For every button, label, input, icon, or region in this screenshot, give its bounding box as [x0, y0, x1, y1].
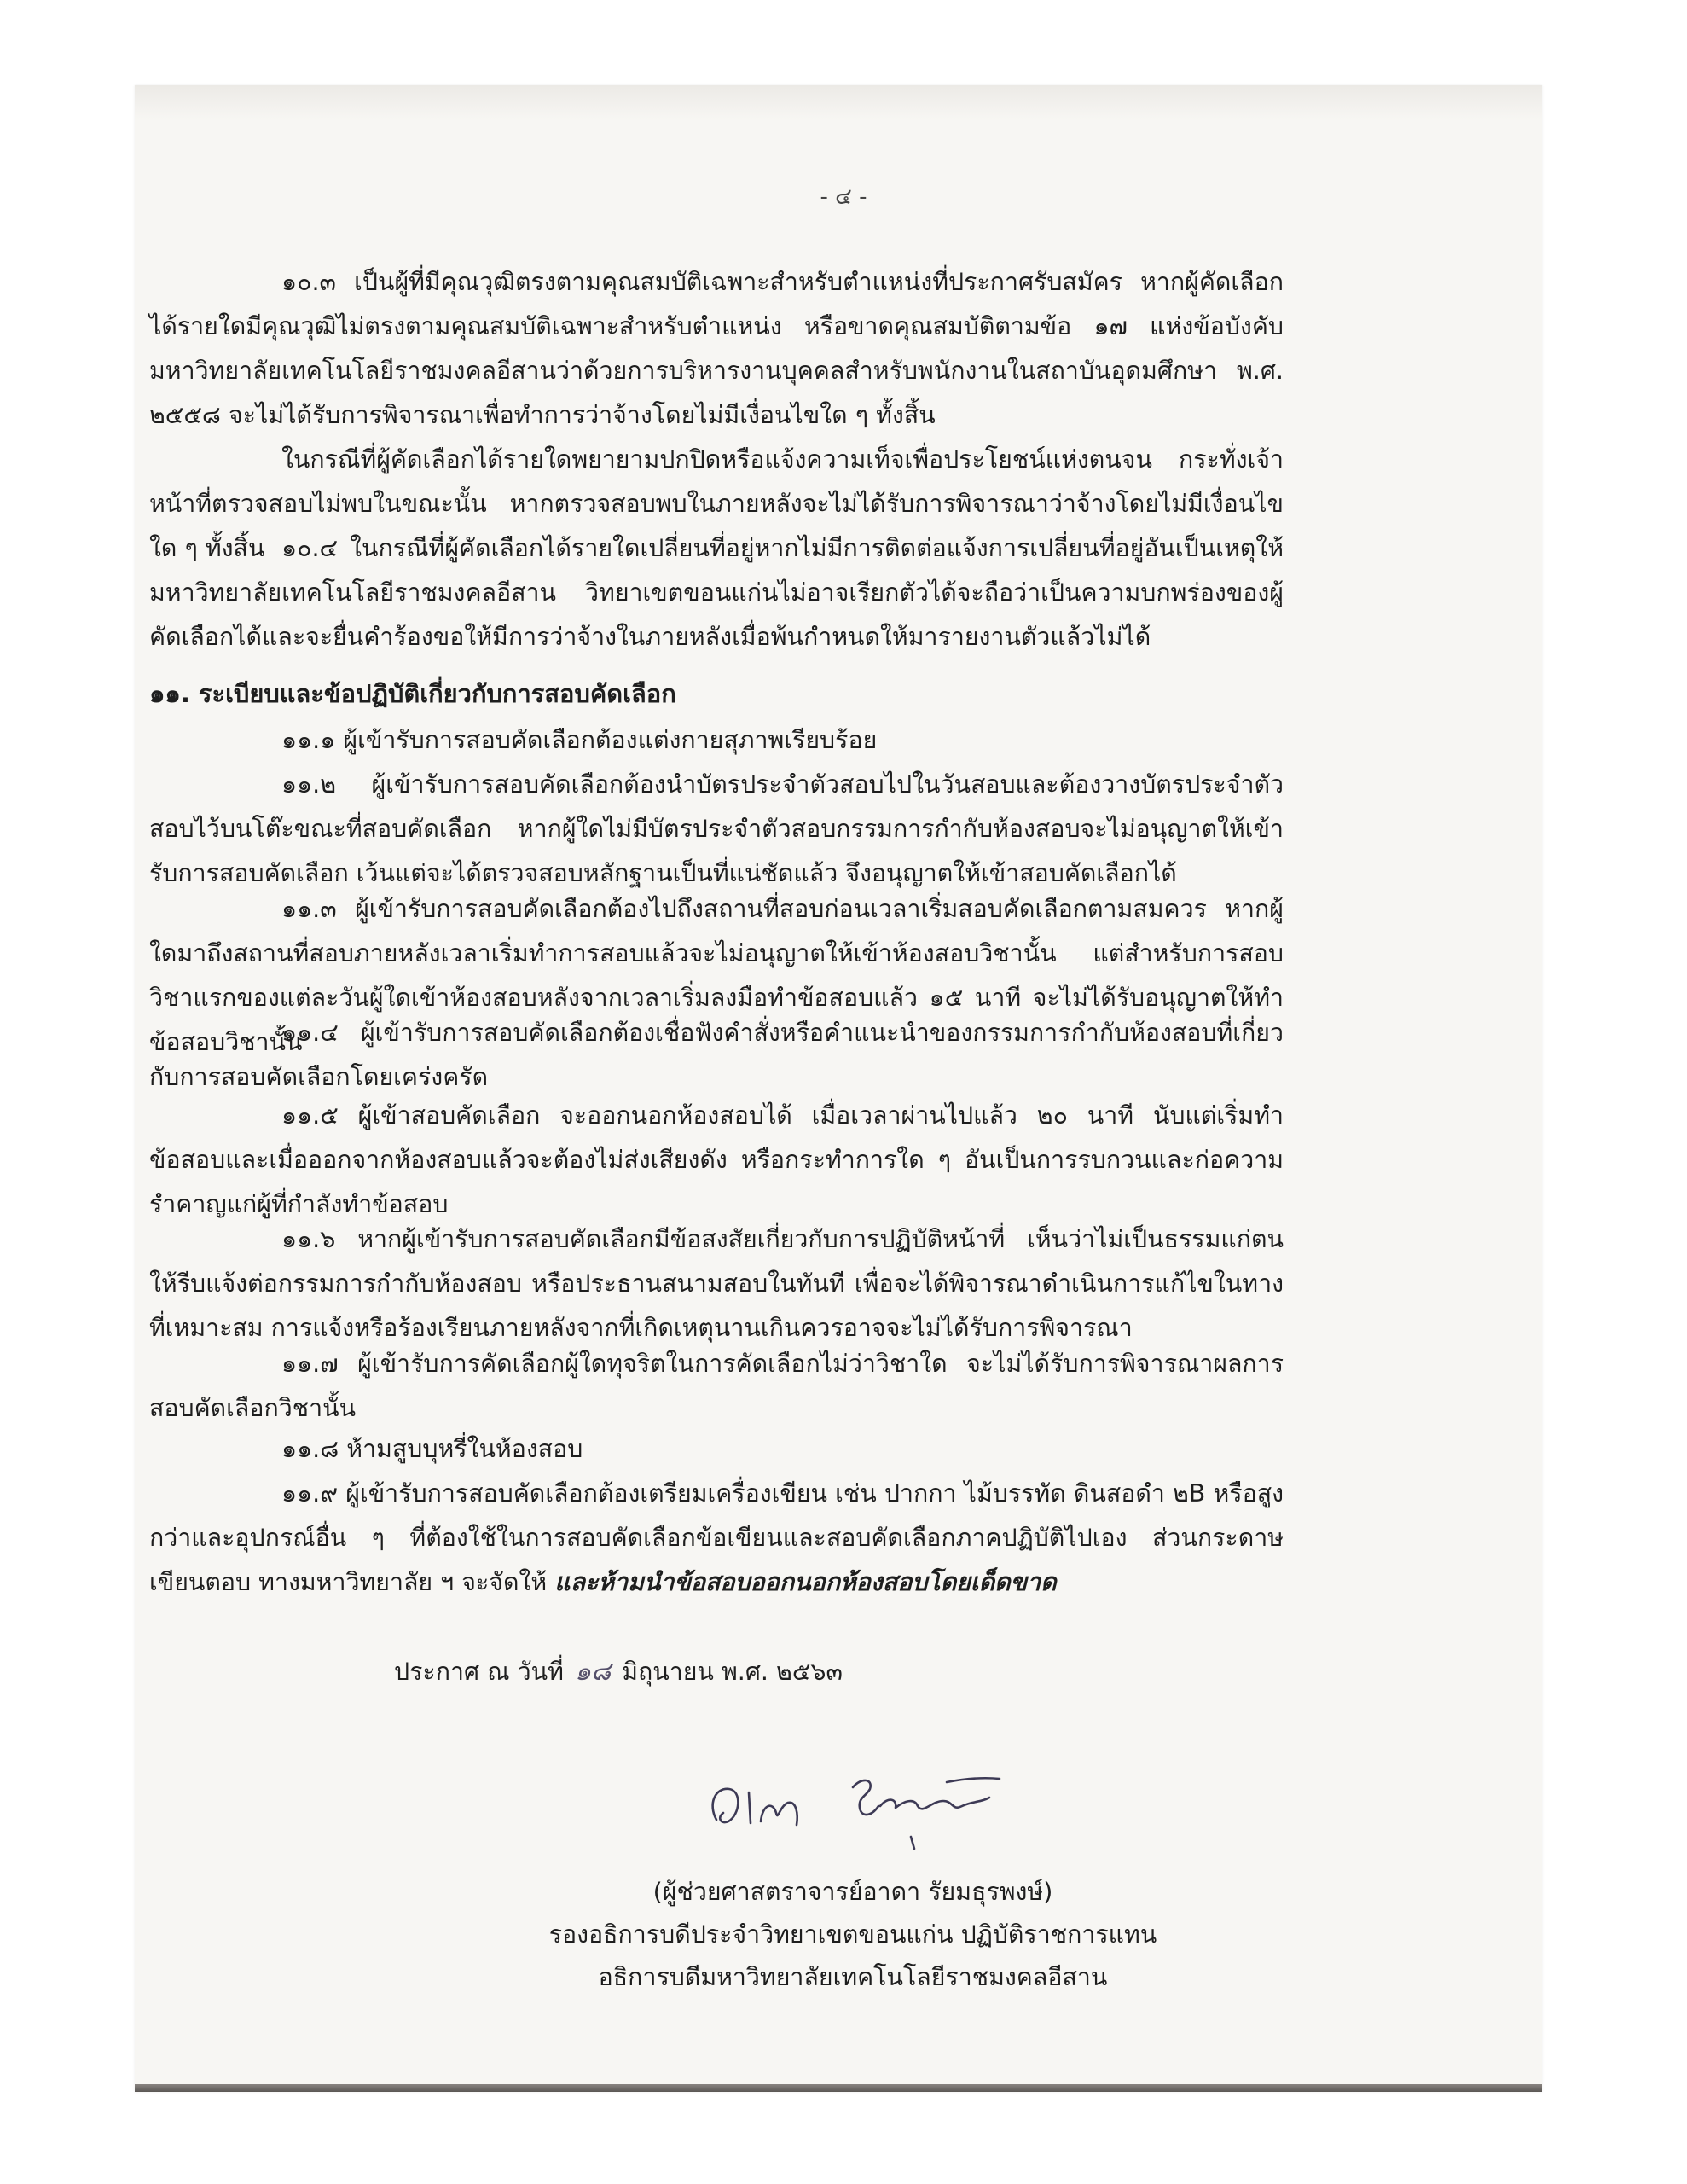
- handwritten-signature: [691, 1753, 1049, 1864]
- paragraph-11-3: ๑๑.๓ ผู้เข้ารับการสอบคัดเลือกต้องไปถึงสถานที่สอบก่อนเวลาเริ่มสอบคัดเลือกตามสมควร หากผู้ใดมาถึงสถานที่สอบภายหลังเวลาเริ่มทำการสอบแล้วจะไม่อนุญาตให้เข้าห้องสอบวิชานั้น แต่สำหรับการสอบวิชาแรกของแต่ละวันผู้ใดเข้าห้องสอบหลังจากเวลาเริ่มลงมือทำข้อสอบแล้ว ๑๕ นาที จะไม่ได้รับอนุญาตให้ทำข้อสอบวิชานั้น: [149, 895, 1284, 1056]
- announcement-suffix: มิถุนายน พ.ศ. ๒๕๖๓: [622, 1658, 843, 1686]
- paragraph-11-6: ๑๑.๖ หากผู้เข้ารับการสอบคัดเลือกมีข้อสงสัยเกี่ยวกับการปฏิบัติหน้าที่ เห็นว่าไม่เป็นธรรมแก่ตน ให้รีบแจ้งต่อกรรมการกำกับห้องสอบ หรือประธานสนามสอบในทันที เพื่อจะได้พิจารณาดำเนินการแก้ไขในทางที่เหมาะสม การแจ้งหรือร้องเรียนภายหลังจากที่เกิดเหตุนานเกินควรอาจจะไม่ได้รับการพิจารณา: [149, 1225, 1284, 1342]
- page-number: - ๔ -: [820, 184, 867, 210]
- paragraph-10-3: ๑๐.๓ เป็นผู้ที่มีคุณวุฒิตรงตามคุณสมบัติเฉพาะสำหรับตำแหน่งที่ประกาศรับสมัคร หากผู้คัดเลือกได้รายใดมีคุณวุฒิไม่ตรงตามคุณสมบัติเฉพาะสำหรับตำแหน่ง หรือขาดคุณสมบัติตามข้อ ๑๗ แห่งข้อบังคับมหาวิทยาลัยเทคโนโลยีราชมงคลอีสานว่าด้วยการบริหารงานบุคคลสำหรับพนักงานในสถาบันอุดมศึกษา พ.ศ. ๒๕๕๘ จะไม่ได้รับการพิจารณาเพื่อทำการว่าจ้างโดยไม่มีเงื่อนไขใด ๆ ทั้งสิ้น: [149, 268, 1284, 429]
- paragraph-10-4: ๑๐.๔ ในกรณีที่ผู้คัดเลือกได้รายใดเปลี่ยนที่อยู่หากไม่มีการติดต่อแจ้งการเปลี่ยนที่อยู่อันเป็นเหตุให้มหาวิทยาลัยเทคโนโลยีราชมงคลอีสาน วิทยาเขตขอนแก่นไม่อาจเรียกตัวได้จะถือว่าเป็นความบกพร่องของผู้คัดเลือกได้และจะยื่นคำร้องขอให้มีการว่าจ้างในภายหลังเมื่อพ้นกำหนดให้มารายงานตัวแล้วไม่ได้: [149, 534, 1284, 651]
- paragraph-11-9-emphasis: และห้ามนำข้อสอบออกนอกห้องสอบโดยเด็ดขาด: [554, 1568, 1057, 1596]
- announcement-date: [394, 1650, 843, 1694]
- paragraph-10-3-continued: ในกรณีที่ผู้คัดเลือกได้รายใดพยายามปกปิดหรือแจ้งความเท็จเพื่อประโยชน์แห่งตนจน กระทั่งเจ้าหน้าที่ตรวจสอบไม่พบในขณะนั้น หากตรวจสอบพบในภายหลังจะไม่ได้รับการพิจารณาว่าจ้างโดยไม่มีเงื่อนไขใด ๆ ทั้งสิ้น: [149, 445, 1284, 562]
- paragraph-11-9-text: ๑๑.๙ ผู้เข้ารับการสอบคัดเลือกต้องเตรียมเครื่องเขียน เช่น ปากกา ไม้บรรทัด ดินสอดำ ๒B หรือสูงกว่าและอุปกรณ์อื่น ๆ ที่ต้องใช้ในการสอบคัดเลือกข้อเขียนและสอบคัดเลือกภาคปฏิบัติไปเอง ส่วนกระดาษ เขียนตอบ ทางมหาวิทยาลัย ฯ จะจัดให้: [149, 1479, 1284, 1596]
- scan-shadow: [135, 85, 1542, 119]
- section-heading-11: ๑๑. ระเบียบและข้อปฏิบัติเกี่ยวกับการสอบคัดเลือก: [149, 679, 676, 708]
- signatory-position-2: อธิการบดีมหาวิทยาลัยเทคโนโลยีราชมงคลอีสาน: [598, 1963, 1108, 1991]
- announcement-prefix: ประกาศ ณ วันที่: [394, 1658, 564, 1686]
- sheet-edge: [135, 2084, 1542, 2092]
- paragraph-11-4: ๑๑.๔ ผู้เข้ารับการสอบคัดเลือกต้องเชื่อฟังคำสั่งหรือคำแนะนำของกรรมการกำกับห้องสอบที่เกี่ยวกับการสอบคัดเลือกโดยเคร่งครัด: [149, 1019, 1284, 1091]
- paragraph-11-9: [149, 1472, 1284, 1605]
- paragraph-11-2: ๑๑.๒ ผู้เข้ารับการสอบคัดเลือกต้องนำบัตรประจำตัวสอบไปในวันสอบและต้องวางบัตรประจำตัวสอบไว้บนโต๊ะขณะที่สอบคัดเลือก หากผู้ใดไม่มีบัตรประจำตัวสอบกรรมการกำกับห้องสอบจะไม่อนุญาตให้เข้ารับการสอบคัดเลือก เว้นแต่จะได้ตรวจสอบหลักฐานเป็นที่แน่ชัดแล้ว จึงอนุญาตให้เข้าสอบคัดเลือกได้: [149, 770, 1284, 887]
- paragraph-11-1: ๑๑.๑ ผู้เข้ารับการสอบคัดเลือกต้องแต่งกายสุภาพเรียบร้อย: [281, 726, 878, 754]
- paragraph-11-5: ๑๑.๕ ผู้เข้าสอบคัดเลือก จะออกนอกห้องสอบได้ เมื่อเวลาผ่านไปแล้ว ๒๐ นาที นับแต่เริ่มทำข้อสอบและเมื่อออกจากห้องสอบแล้วจะต้องไม่ส่งเสียงดัง หรือกระทำการใด ๆ อันเป็นการรบกวนและก่อความรำคาญแก่ผู้ที่กำลังทำข้อสอบ: [149, 1101, 1284, 1218]
- signatory-position-1: รองอธิการบดีประจำวิทยาเขตขอนแก่น ปฏิบัติราชการแทน: [548, 1920, 1157, 1949]
- paragraph-11-7: ๑๑.๗ ผู้เข้ารับการคัดเลือกผู้ใดทุจริตในการคัดเลือกไม่ว่าวิชาใด จะไม่ได้รับการพิจารณาผลการสอบคัดเลือกวิชานั้น: [149, 1350, 1284, 1422]
- paragraph-11-8: ๑๑.๘ ห้ามสูบบุหรี่ในห้องสอบ: [281, 1435, 583, 1463]
- handwritten-day: ๑๘: [574, 1657, 612, 1687]
- signatory-name: (ผู้ช่วยศาสตราจารย์อาดา รัยมธุรพงษ์): [652, 1878, 1053, 1906]
